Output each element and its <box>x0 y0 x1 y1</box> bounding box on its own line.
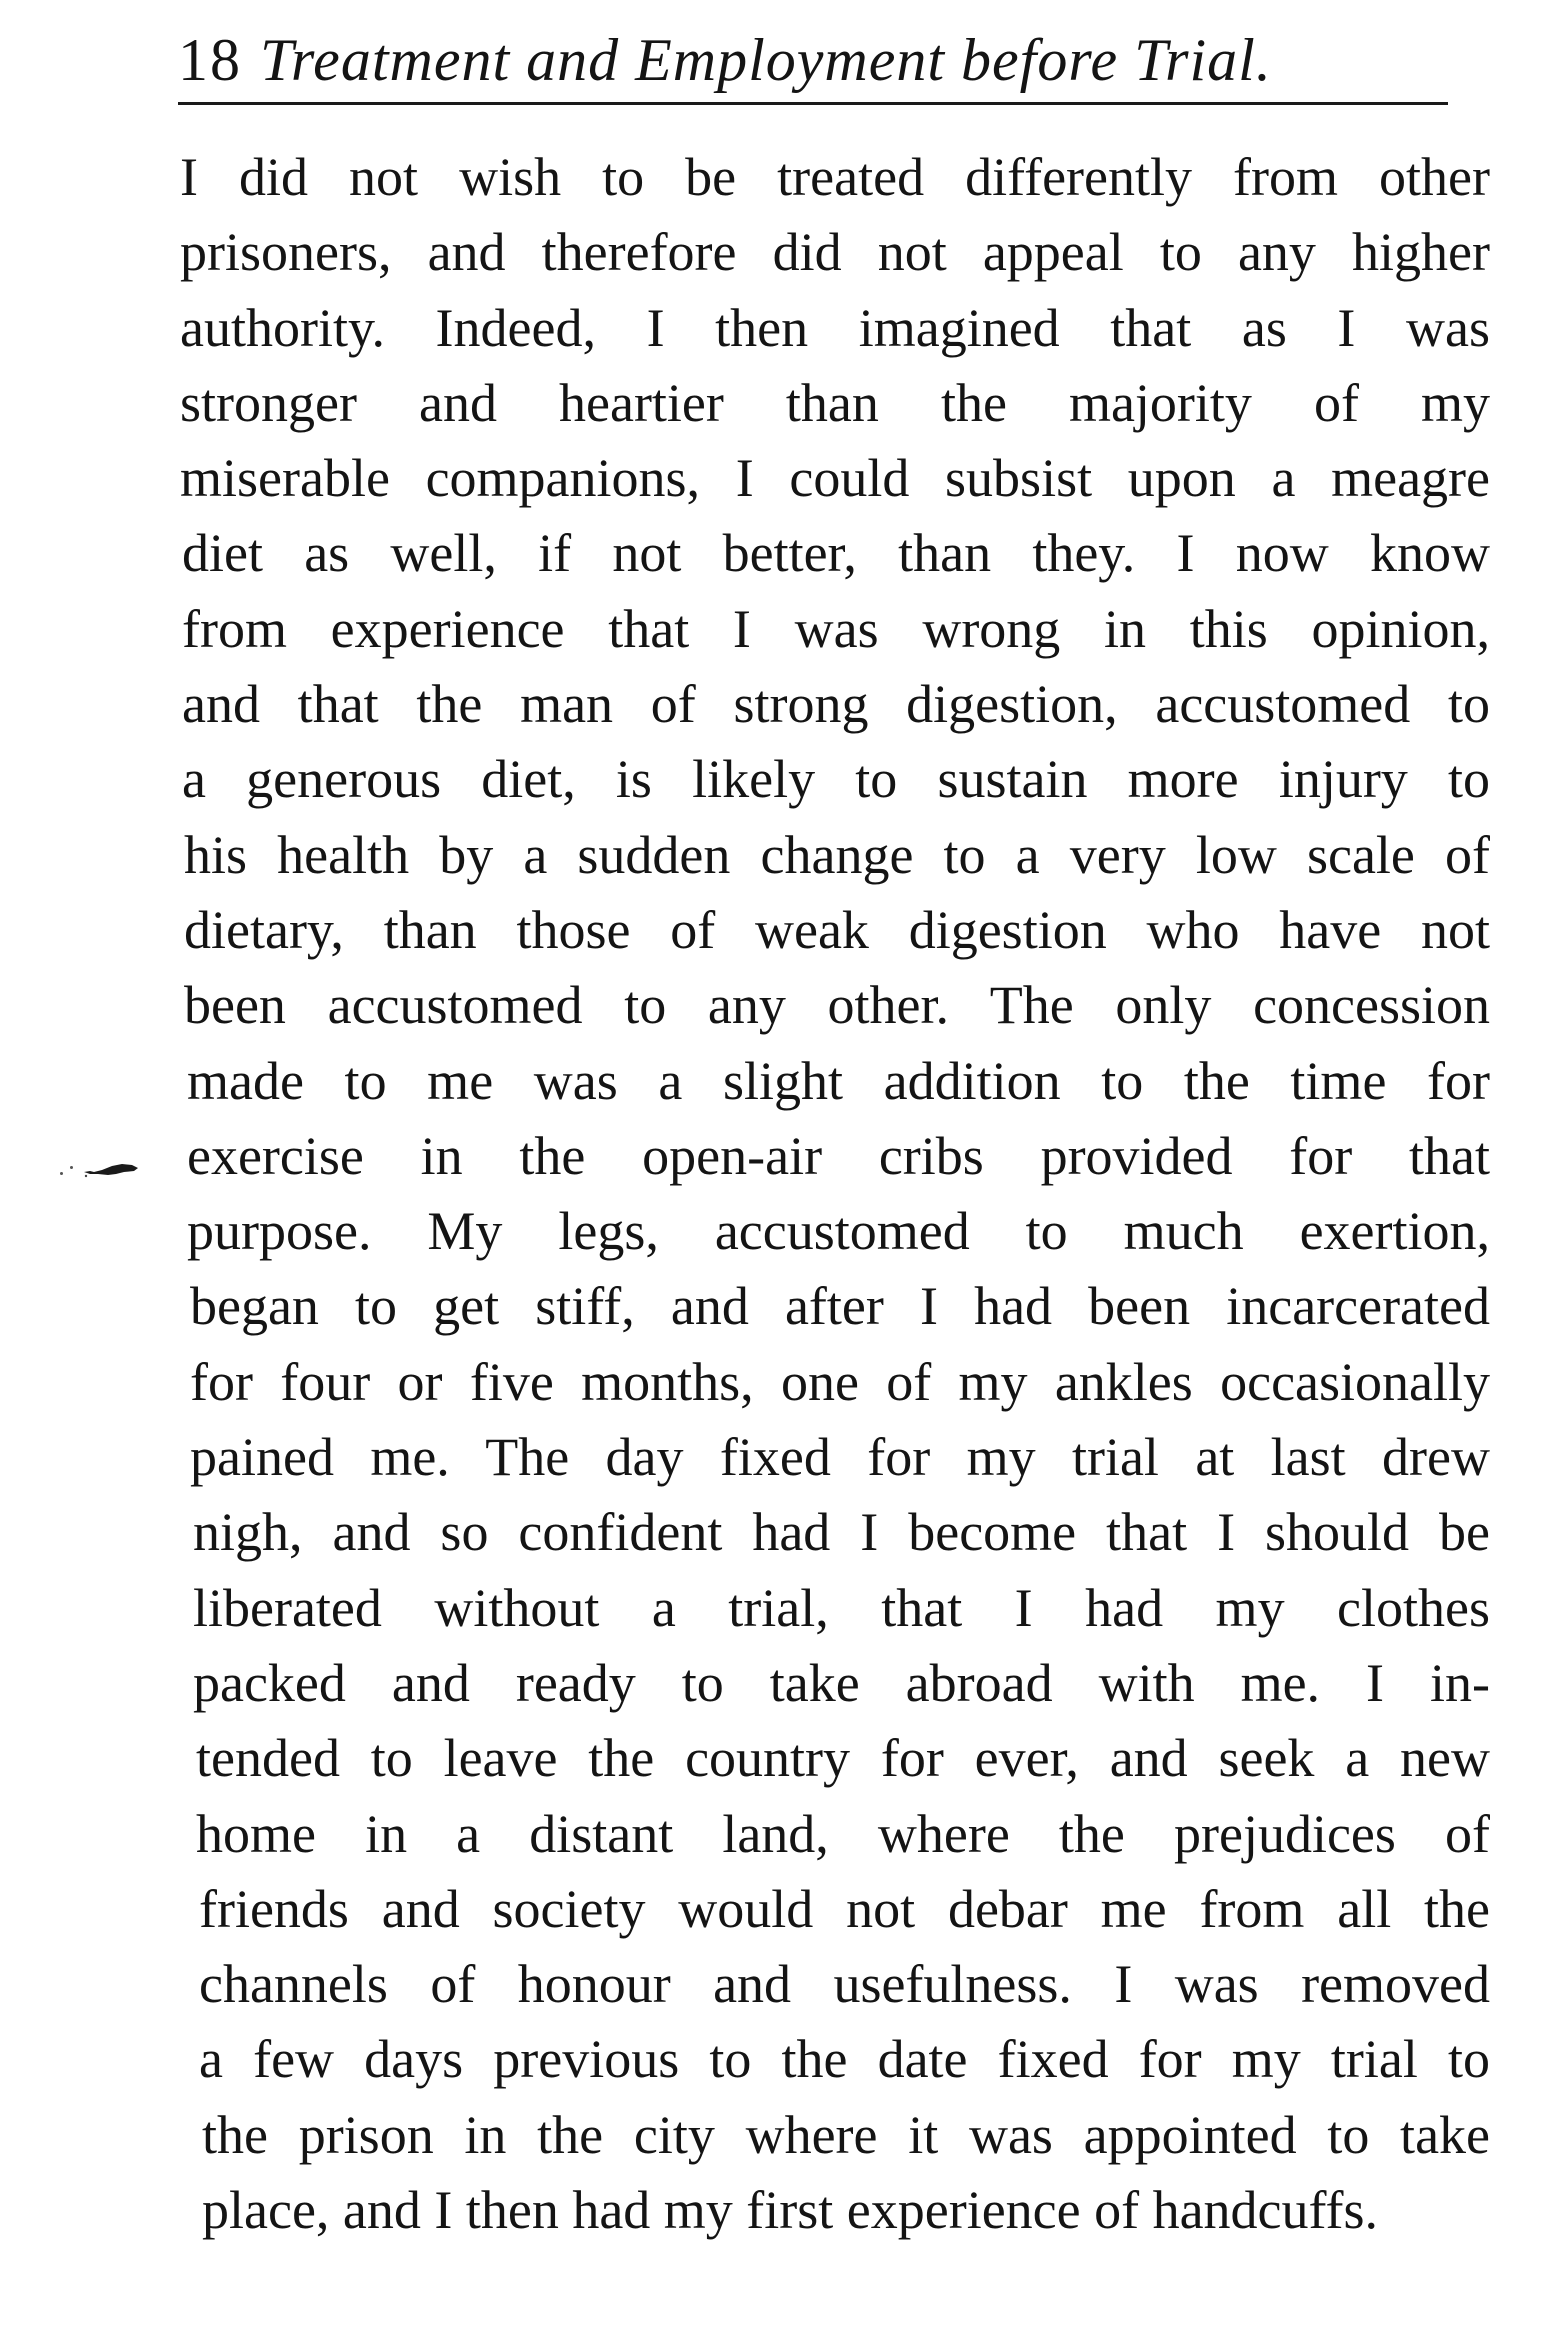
text-line: place, and I then had my first experience of handcuffs. <box>202 2180 1379 2241</box>
text-line: tended to leave the country for ever, and seek a new <box>196 1728 1490 1789</box>
text-line: the prison in the city where it was appointed to take <box>202 2104 1490 2165</box>
text-line: channels of honour and usefulness. I was removed <box>199 1954 1490 2015</box>
text-line: prisoners, and therefore did not appeal to any higher <box>180 222 1490 283</box>
page-number: 18 <box>178 27 242 93</box>
text-line: packed and ready to take abroad with me. I in- <box>193 1652 1490 1713</box>
text-line: authority. Indeed, I then imagined that as I was <box>180 297 1490 358</box>
text-line: friends and society would not debar me from all the <box>199 1878 1490 1939</box>
text-line: dietary, than those of weak digestion who have not <box>184 899 1490 960</box>
text-line: from experience that I was wrong in this opinion, <box>182 598 1490 659</box>
text-line: nigh, and so confident had I become that I should be <box>193 1502 1490 1563</box>
ink-blot-mark <box>82 1160 142 1178</box>
text-line: exercise in the open-air cribs provided for that <box>187 1125 1490 1186</box>
running-head-title: Treatment and Employment before Trial. <box>260 27 1272 93</box>
body-paragraph <box>180 140 1490 2248</box>
text-line: liberated without a trial, that I had my clothes <box>193 1577 1490 1638</box>
text-line: and that the man of strong digestion, accustomed to <box>182 674 1490 735</box>
text-line: for four or five months, one of my ankles occasionally <box>190 1351 1490 1412</box>
text-line: miserable companions, I could subsist upon a meagre <box>180 448 1490 509</box>
text-line: his health by a sudden change to a very low scale of <box>184 824 1490 885</box>
header-rule <box>178 102 1448 105</box>
text-line: made to me was a slight addition to the time for <box>187 1050 1490 1111</box>
text-line: a few days previous to the date fixed for my trial to <box>199 2029 1490 2090</box>
text-line: began to get stiff, and after I had been incarcerated <box>190 1276 1490 1337</box>
text-line: purpose. My legs, accustomed to much exertion, <box>187 1201 1490 1262</box>
text-line: home in a distant land, where the prejudices of <box>196 1803 1490 1864</box>
ink-speck <box>70 1166 73 1169</box>
running-head <box>178 20 1448 100</box>
text-line: a generous diet, is likely to sustain more injury to <box>182 749 1490 810</box>
text-line: I did not wish to be treated differently from other <box>180 147 1490 207</box>
ink-speck <box>60 1172 63 1175</box>
text-line: been accustomed to any other. The only concession <box>184 975 1490 1036</box>
text-line: stronger and heartier than the majority of my <box>180 372 1490 433</box>
text-line: pained me. The day fixed for my trial at last drew <box>190 1427 1490 1488</box>
text-line: diet as well, if not better, than they. I now know <box>182 523 1490 584</box>
